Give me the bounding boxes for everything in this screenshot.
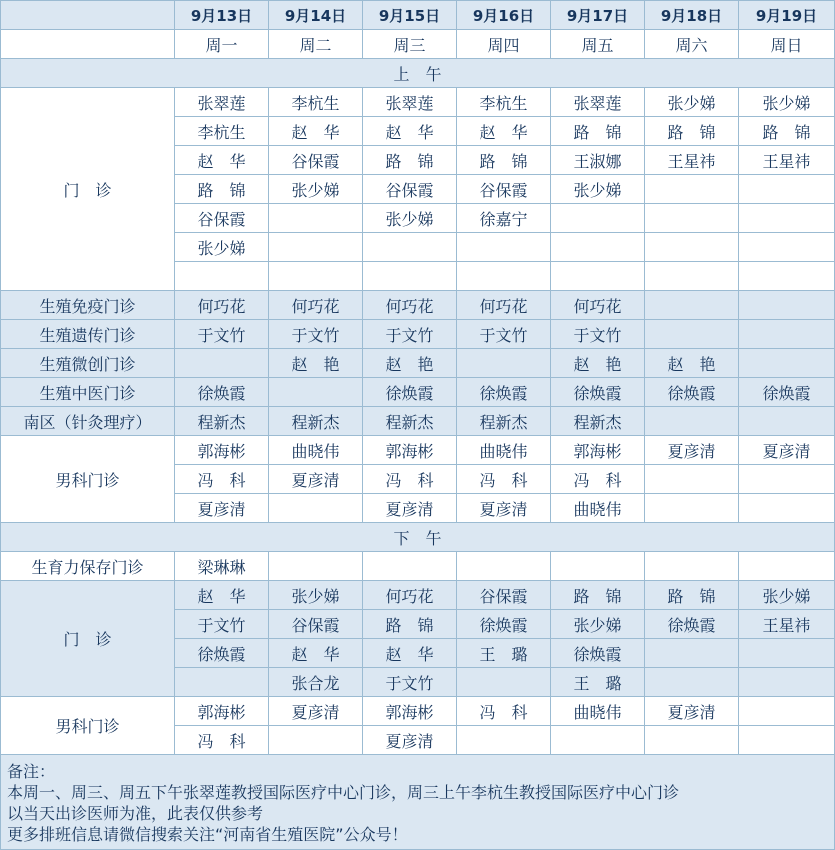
doctor-cell: 郭海彬 [551,436,645,465]
table-row [1,755,835,850]
doctor-cell: 曲晓伟 [457,436,551,465]
doctor-cell: 程新杰 [269,407,363,436]
doctor-cell: 路 锦 [739,117,835,146]
doctor-cell: 于文竹 [363,668,457,697]
doctor-cell: 徐焕霞 [739,378,835,407]
doctor-cell: 王星祎 [739,146,835,175]
doctor-cell: 张少娣 [551,610,645,639]
doctor-cell [269,552,363,581]
doctor-cell: 何巧花 [175,291,269,320]
doctor-cell: 徐焕霞 [457,610,551,639]
doctor-cell [645,726,739,755]
doctor-cell: 夏彦清 [457,494,551,523]
weekday-header: 周日 [739,30,835,59]
doctor-cell [645,233,739,262]
doctor-cell [645,552,739,581]
doctor-cell: 徐焕霞 [551,378,645,407]
doctor-cell [739,639,835,668]
doctor-cell: 赵 艳 [363,349,457,378]
doctor-cell: 徐焕霞 [175,639,269,668]
doctor-cell [645,291,739,320]
doctor-cell [739,465,835,494]
doctor-cell: 何巧花 [363,581,457,610]
doctor-cell [269,378,363,407]
doctor-cell: 张少娣 [739,88,835,117]
doctor-cell: 谷保霞 [457,581,551,610]
weekday-header: 周六 [645,30,739,59]
doctor-cell: 夏彦清 [363,726,457,755]
doctor-cell [551,262,645,291]
doctor-cell: 王淑娜 [551,146,645,175]
note-title: 备注： [7,762,56,781]
table-row [1,59,835,88]
doctor-cell [739,291,835,320]
doctor-cell [269,233,363,262]
doctor-cell: 张少娣 [175,233,269,262]
doctor-cell: 徐焕霞 [645,610,739,639]
doctor-cell: 赵 华 [269,117,363,146]
corner-cell [1,1,175,30]
doctor-cell: 赵 华 [363,639,457,668]
table-row [1,349,835,378]
doctor-cell: 何巧花 [269,291,363,320]
doctor-cell: 张少娣 [739,581,835,610]
doctor-cell: 张翠莲 [551,88,645,117]
doctor-cell: 谷保霞 [457,175,551,204]
doctor-cell [645,407,739,436]
pm-andrology-label: 男科门诊 [1,697,175,755]
doctor-cell [551,233,645,262]
doctor-cell: 夏彦清 [269,697,363,726]
weekday-header: 周一 [175,30,269,59]
doctor-cell: 赵 华 [175,146,269,175]
doctor-cell: 于文竹 [175,320,269,349]
doctor-cell: 曲晓伟 [551,697,645,726]
notes-box [1,755,835,850]
doctor-cell [457,349,551,378]
specialty-label: 生殖免疫门诊 [1,291,175,320]
doctor-cell: 夏彦清 [739,436,835,465]
doctor-cell: 赵 艳 [269,349,363,378]
am-outpatient-label: 门 诊 [1,88,175,291]
doctor-cell: 郭海彬 [363,436,457,465]
doctor-cell [363,262,457,291]
doctor-cell [457,668,551,697]
doctor-cell: 夏彦清 [363,494,457,523]
doctor-cell: 王 璐 [457,639,551,668]
doctor-cell: 郭海彬 [175,436,269,465]
doctor-cell: 冯 科 [363,465,457,494]
doctor-cell: 夏彦清 [645,436,739,465]
doctor-cell: 路 锦 [645,581,739,610]
doctor-cell: 张少娣 [363,204,457,233]
doctor-cell [551,552,645,581]
doctor-cell: 徐焕霞 [645,378,739,407]
table-row [1,697,835,726]
doctor-cell: 赵 艳 [645,349,739,378]
doctor-cell: 李杭生 [175,117,269,146]
doctor-cell [363,233,457,262]
doctor-cell: 程新杰 [175,407,269,436]
table-row [1,552,835,581]
doctor-cell [363,552,457,581]
doctor-cell: 于文竹 [551,320,645,349]
doctor-cell: 徐嘉宁 [457,204,551,233]
table-row [1,378,835,407]
doctor-cell: 于文竹 [269,320,363,349]
doctor-cell: 冯 科 [175,726,269,755]
doctor-cell: 徐焕霞 [175,378,269,407]
table-row [1,523,835,552]
doctor-cell [739,233,835,262]
doctor-cell: 路 锦 [551,117,645,146]
doctor-cell [269,726,363,755]
doctor-cell: 于文竹 [175,610,269,639]
doctor-cell: 谷保霞 [363,175,457,204]
doctor-cell [645,668,739,697]
doctor-cell [645,320,739,349]
doctor-cell [739,262,835,291]
doctor-cell: 赵 华 [175,581,269,610]
doctor-cell: 路 锦 [363,146,457,175]
doctor-cell: 赵 华 [457,117,551,146]
doctor-cell: 赵 华 [363,117,457,146]
doctor-cell [739,726,835,755]
doctor-cell [645,175,739,204]
doctor-cell [739,349,835,378]
table-row [1,88,835,117]
doctor-cell: 于文竹 [457,320,551,349]
table-row [1,291,835,320]
doctor-cell: 夏彦清 [175,494,269,523]
doctor-cell [175,668,269,697]
doctor-cell: 冯 科 [175,465,269,494]
doctor-cell: 谷保霞 [269,146,363,175]
date-header: 9月19日 [739,1,835,30]
doctor-cell: 李杭生 [269,88,363,117]
doctor-cell: 冯 科 [551,465,645,494]
doctor-cell [457,552,551,581]
doctor-cell [739,204,835,233]
doctor-cell: 何巧花 [363,291,457,320]
doctor-cell: 路 锦 [551,581,645,610]
doctor-cell: 夏彦清 [645,697,739,726]
specialty-label: 生殖中医门诊 [1,378,175,407]
doctor-cell: 路 锦 [175,175,269,204]
doctor-cell [269,494,363,523]
doctor-cell: 张翠莲 [175,88,269,117]
doctor-cell [269,262,363,291]
doctor-cell: 李杭生 [457,88,551,117]
doctor-cell [175,349,269,378]
table-row [1,581,835,610]
doctor-cell: 曲晓伟 [551,494,645,523]
doctor-cell: 张少娣 [551,175,645,204]
doctor-cell [175,262,269,291]
doctor-cell [739,407,835,436]
doctor-cell: 王 璐 [551,668,645,697]
doctor-cell: 曲晓伟 [269,436,363,465]
doctor-cell: 王星祎 [645,146,739,175]
doctor-cell [645,204,739,233]
doctor-cell: 于文竹 [363,320,457,349]
doctor-cell [457,262,551,291]
specialty-label: 生殖遗传门诊 [1,320,175,349]
doctor-cell: 郭海彬 [363,697,457,726]
doctor-cell: 冯 科 [457,697,551,726]
specialty-label: 生殖微创门诊 [1,349,175,378]
doctor-cell [645,639,739,668]
doctor-cell: 路 锦 [457,146,551,175]
doctor-cell: 张翠莲 [363,88,457,117]
doctor-cell: 程新杰 [551,407,645,436]
doctor-cell [739,697,835,726]
doctor-cell: 徐焕霞 [551,639,645,668]
table-row [1,30,835,59]
doctor-cell: 路 锦 [645,117,739,146]
date-header: 9月16日 [457,1,551,30]
doctor-cell [457,726,551,755]
doctor-cell [645,262,739,291]
doctor-cell [739,320,835,349]
doctor-cell [739,552,835,581]
date-header: 9月18日 [645,1,739,30]
doctor-cell [457,233,551,262]
doctor-cell: 徐焕霞 [363,378,457,407]
table-row [1,436,835,465]
note-line1: 本周一、周三、周五下午张翠莲教授国际医疗中心门诊，周三上午李杭生教授国际医疗中心门诊 [7,783,680,802]
weekday-header: 周四 [457,30,551,59]
doctor-cell: 郭海彬 [175,697,269,726]
doctor-cell [739,494,835,523]
doctor-cell [269,204,363,233]
doctor-cell: 梁琳琳 [175,552,269,581]
doctor-cell [551,204,645,233]
doctor-cell: 张少娣 [269,581,363,610]
doctor-cell [551,726,645,755]
doctor-cell: 谷保霞 [175,204,269,233]
doctor-cell: 夏彦清 [269,465,363,494]
note-line2: 以当天出诊医师为准，此表仅供参考 [7,804,264,823]
doctor-cell: 张少娣 [269,175,363,204]
doctor-cell: 程新杰 [363,407,457,436]
doctor-cell [645,494,739,523]
date-header: 9月14日 [269,1,363,30]
doctor-cell: 程新杰 [457,407,551,436]
doctor-cell: 何巧花 [457,291,551,320]
table-row [1,407,835,436]
table-row [1,1,835,30]
doctor-cell: 路 锦 [363,610,457,639]
doctor-cell: 徐焕霞 [457,378,551,407]
date-header: 9月15日 [363,1,457,30]
corner-cell [1,30,175,59]
doctor-cell: 张合龙 [269,668,363,697]
note-line3: 更多排班信息请微信搜索关注“河南省生殖医院”公众号！ [7,825,408,844]
doctor-cell: 王星祎 [739,610,835,639]
fertility-label: 生育力保存门诊 [1,552,175,581]
date-header: 9月13日 [175,1,269,30]
specialty-label: 南区（针灸理疗） [1,407,175,436]
am-andrology-label: 男科门诊 [1,436,175,523]
doctor-cell: 谷保霞 [269,610,363,639]
weekday-header: 周五 [551,30,645,59]
weekday-header: 周二 [269,30,363,59]
doctor-cell: 赵 华 [269,639,363,668]
doctor-cell: 冯 科 [457,465,551,494]
doctor-cell: 何巧花 [551,291,645,320]
table-row [1,320,835,349]
date-header: 9月17日 [551,1,645,30]
pm-outpatient-label: 门 诊 [1,581,175,697]
doctor-cell [739,668,835,697]
weekday-header: 周三 [363,30,457,59]
doctor-cell [739,175,835,204]
section-title-pm: 下 午 [1,523,835,552]
doctor-cell: 张少娣 [645,88,739,117]
doctor-cell: 赵 艳 [551,349,645,378]
doctor-cell [645,465,739,494]
section-title-am: 上 午 [1,59,835,88]
